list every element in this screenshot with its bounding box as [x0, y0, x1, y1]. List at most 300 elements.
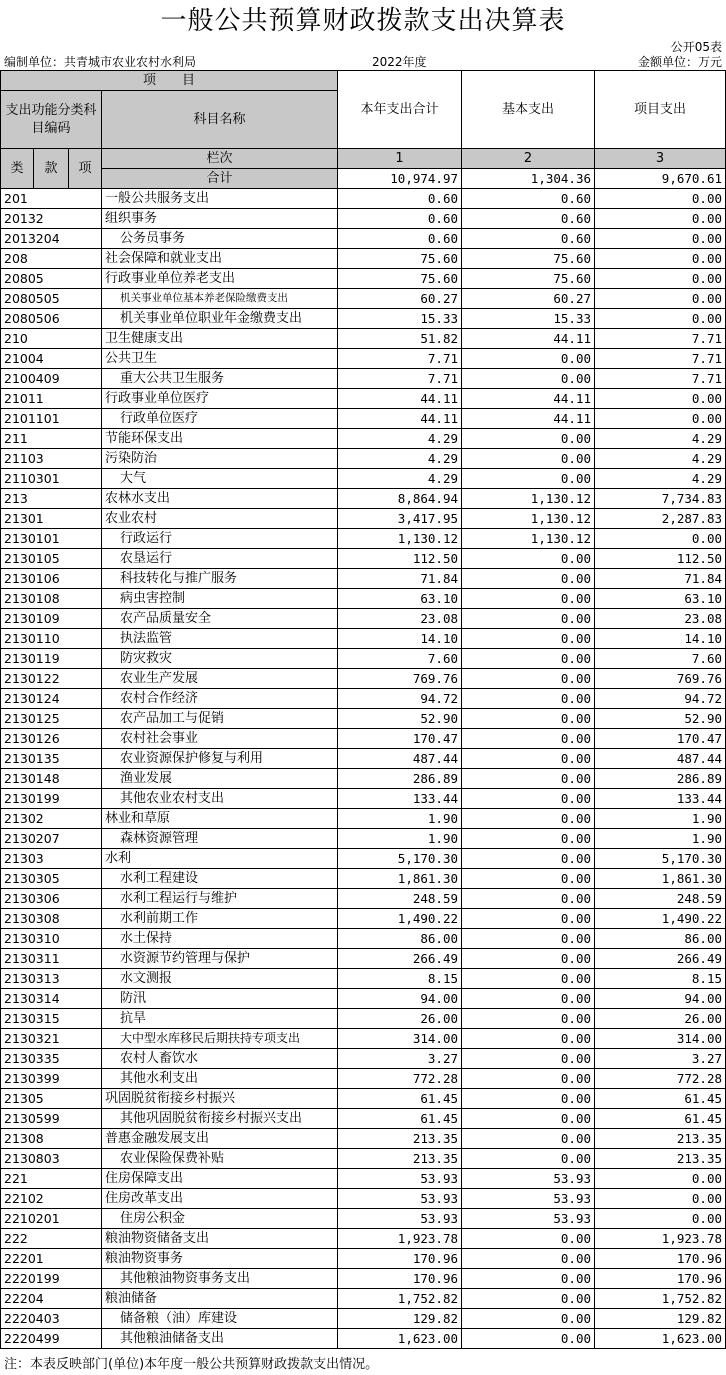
table-row	[1, 309, 726, 329]
subject-code: 22201	[1, 1249, 102, 1269]
basic-value: 0.00	[462, 809, 595, 829]
table-row	[1, 409, 726, 429]
total-label: 合计	[102, 169, 338, 189]
subject-name: 农林水支出	[102, 489, 338, 509]
subject-name: 公共卫生	[102, 349, 338, 369]
unit-label: 编制单位：共青城市农业农村水利局	[4, 55, 197, 69]
basic-value: 0.00	[462, 1029, 595, 1049]
table-row	[1, 529, 726, 549]
project-value: 4.29	[595, 449, 726, 469]
subject-code: 2210201	[1, 1209, 102, 1229]
project-value: 14.10	[595, 629, 726, 649]
total-value: 53.93	[338, 1189, 462, 1209]
project-value: 61.45	[595, 1109, 726, 1129]
basic-value: 53.93	[462, 1189, 595, 1209]
basic-value: 0.00	[462, 909, 595, 929]
subject-code: 21301	[1, 509, 102, 529]
project-value: 487.44	[595, 749, 726, 769]
basic-value: 53.93	[462, 1209, 595, 1229]
subject-code: 21302	[1, 809, 102, 829]
table-row	[1, 1149, 726, 1169]
total-value: 213.35	[338, 1149, 462, 1169]
total-value: 1,923.78	[338, 1229, 462, 1249]
project-value: 286.89	[595, 769, 726, 789]
subject-code: 21303	[1, 849, 102, 869]
table-row	[1, 789, 726, 809]
total-value: 8.15	[338, 969, 462, 989]
table-row	[1, 1209, 726, 1229]
basic-value: 0.00	[462, 429, 595, 449]
total-value: 4.29	[338, 449, 462, 469]
table-row	[1, 589, 726, 609]
header-total: 本年支出合计	[338, 71, 462, 149]
table-row	[1, 449, 726, 469]
header-func-code: 支出功能分类科目编码	[1, 91, 102, 149]
subject-code: 21308	[1, 1129, 102, 1149]
basic-value: 0.00	[462, 749, 595, 769]
basic-value: 0.00	[462, 689, 595, 709]
total-value: 4.29	[338, 429, 462, 449]
subject-name: 大中型水库移民后期扶持专项支出	[102, 1029, 338, 1049]
subject-name: 粮油物资储备支出	[102, 1229, 338, 1249]
project-value: 0.00	[595, 409, 726, 429]
basic-value: 0.60	[462, 229, 595, 249]
basic-value: 0.00	[462, 1049, 595, 1069]
subject-code: 201	[1, 189, 102, 209]
subject-code: 2130314	[1, 989, 102, 1009]
project-value: 2,287.83	[595, 509, 726, 529]
basic-value: 0.00	[462, 369, 595, 389]
basic-value: 0.00	[462, 1309, 595, 1329]
footnote: 注：本表反映部门(单位)本年度一般公共预算财政拨款支出情况。	[4, 1357, 379, 1372]
subject-name: 农业资源保护修复与利用	[102, 749, 338, 769]
total-value: 3.27	[338, 1049, 462, 1069]
table-row	[1, 329, 726, 349]
basic-value: 0.00	[462, 789, 595, 809]
basic-value: 1,130.12	[462, 529, 595, 549]
project-value: 129.82	[595, 1309, 726, 1329]
total-value: 60.27	[338, 289, 462, 309]
basic-value: 0.00	[462, 1089, 595, 1109]
subject-code: 210	[1, 329, 102, 349]
total-value: 9,670.61	[595, 169, 726, 189]
header-basic: 基本支出	[462, 71, 595, 149]
table-row	[1, 909, 726, 929]
subject-name: 住房公积金	[102, 1209, 338, 1229]
subject-code: 208	[1, 249, 102, 269]
subject-code: 2130207	[1, 829, 102, 849]
total-value: 10,974.97	[338, 169, 462, 189]
basic-value: 0.00	[462, 1229, 595, 1249]
basic-value: 0.00	[462, 709, 595, 729]
subject-name: 水文测报	[102, 969, 338, 989]
table-row	[1, 709, 726, 729]
basic-value: 0.00	[462, 889, 595, 909]
table-row	[1, 1309, 726, 1329]
project-value: 7.71	[595, 329, 726, 349]
basic-value: 75.60	[462, 269, 595, 289]
subject-code: 2130599	[1, 1109, 102, 1129]
project-value: 170.96	[595, 1269, 726, 1289]
total-value: 133.44	[338, 789, 462, 809]
project-value: 133.44	[595, 789, 726, 809]
subject-name: 巩固脱贫衔接乡村振兴	[102, 1089, 338, 1109]
subject-code: 2130105	[1, 549, 102, 569]
total-value: 769.76	[338, 669, 462, 689]
subject-name: 住房保障支出	[102, 1169, 338, 1189]
subject-name: 水土保持	[102, 929, 338, 949]
header-project: 项目支出	[595, 71, 726, 149]
basic-value: 0.00	[462, 449, 595, 469]
subject-code: 2130135	[1, 749, 102, 769]
project-value: 52.90	[595, 709, 726, 729]
total-value: 266.49	[338, 949, 462, 969]
project-value: 8.15	[595, 969, 726, 989]
total-value: 61.45	[338, 1089, 462, 1109]
subject-code: 2130308	[1, 909, 102, 929]
subject-name: 大气	[102, 469, 338, 489]
project-value: 4.29	[595, 469, 726, 489]
table-row	[1, 549, 726, 569]
total-value: 213.35	[338, 1129, 462, 1149]
total-value: 0.60	[338, 189, 462, 209]
table-row	[1, 969, 726, 989]
subject-name: 行政单位医疗	[102, 409, 338, 429]
subject-name: 行政运行	[102, 529, 338, 549]
basic-value: 0.00	[462, 729, 595, 749]
subject-code: 22102	[1, 1189, 102, 1209]
project-value: 0.00	[595, 309, 726, 329]
project-value: 213.35	[595, 1149, 726, 1169]
subject-name: 农村人畜饮水	[102, 1049, 338, 1069]
subject-name: 渔业发展	[102, 769, 338, 789]
budget-table	[0, 70, 726, 1349]
project-value: 0.00	[595, 189, 726, 209]
header-lei: 类	[1, 149, 34, 189]
basic-value: 0.00	[462, 1009, 595, 1029]
subject-name: 农村社会事业	[102, 729, 338, 749]
table-row	[1, 1129, 726, 1149]
total-value: 15.33	[338, 309, 462, 329]
project-value: 1,861.30	[595, 869, 726, 889]
project-value: 0.00	[595, 249, 726, 269]
table-row	[1, 729, 726, 749]
subject-code: 2130124	[1, 689, 102, 709]
project-value: 0.00	[595, 269, 726, 289]
subject-code: 21011	[1, 389, 102, 409]
basic-value: 60.27	[462, 289, 595, 309]
table-row	[1, 1029, 726, 1049]
table-row	[1, 1009, 726, 1029]
subject-name: 抗旱	[102, 1009, 338, 1029]
subject-name: 林业和草原	[102, 809, 338, 829]
project-value: 94.00	[595, 989, 726, 1009]
subject-name: 农业农村	[102, 509, 338, 529]
subject-code: 222	[1, 1229, 102, 1249]
project-value: 0.00	[595, 1169, 726, 1189]
subject-code: 2130315	[1, 1009, 102, 1029]
subject-code: 2220199	[1, 1269, 102, 1289]
table-row	[1, 229, 726, 249]
total-value: 1,752.82	[338, 1289, 462, 1309]
subject-name: 公务员事务	[102, 229, 338, 249]
total-value: 52.90	[338, 709, 462, 729]
total-value: 71.84	[338, 569, 462, 589]
subject-name: 节能环保支出	[102, 429, 338, 449]
col-number-2: 2	[462, 149, 595, 169]
subject-code: 2130335	[1, 1049, 102, 1069]
table-row	[1, 1289, 726, 1309]
basic-value: 0.00	[462, 829, 595, 849]
basic-value: 0.00	[462, 1269, 595, 1289]
table-row	[1, 569, 726, 589]
subject-name: 社会保障和就业支出	[102, 249, 338, 269]
project-value: 248.59	[595, 889, 726, 909]
table-row	[1, 389, 726, 409]
header-lanci: 栏次	[102, 149, 338, 169]
table-row	[1, 1189, 726, 1209]
project-value: 0.00	[595, 1189, 726, 1209]
subject-code: 213	[1, 489, 102, 509]
basic-value: 0.00	[462, 589, 595, 609]
table-row	[1, 889, 726, 909]
subject-code: 2130110	[1, 629, 102, 649]
total-value: 75.60	[338, 269, 462, 289]
amount-unit: 金额单位：万元	[637, 55, 722, 69]
project-value: 314.00	[595, 1029, 726, 1049]
basic-value: 0.60	[462, 209, 595, 229]
total-value: 1.90	[338, 829, 462, 849]
subject-name: 普惠金融发展支出	[102, 1129, 338, 1149]
basic-value: 0.00	[462, 469, 595, 489]
header-xiang: 项	[69, 149, 102, 189]
subject-name: 储备粮（油）库建设	[102, 1309, 338, 1329]
total-value: 53.93	[338, 1169, 462, 1189]
subject-code: 2130321	[1, 1029, 102, 1049]
header-subject-name: 科目名称	[102, 91, 338, 149]
subject-code: 2130199	[1, 789, 102, 809]
subject-name: 水利工程建设	[102, 869, 338, 889]
total-value: 75.60	[338, 249, 462, 269]
subject-name: 重大公共卫生服务	[102, 369, 338, 389]
basic-value: 0.00	[462, 989, 595, 1009]
subject-name: 病虫害控制	[102, 589, 338, 609]
table-row	[1, 1269, 726, 1289]
subject-code: 221	[1, 1169, 102, 1189]
subject-name: 污染防治	[102, 449, 338, 469]
total-value: 44.11	[338, 409, 462, 429]
table-row	[1, 249, 726, 269]
project-value: 0.00	[595, 289, 726, 309]
table-row	[1, 429, 726, 449]
subject-code: 20132	[1, 209, 102, 229]
subject-name: 水资源节约管理与保护	[102, 949, 338, 969]
project-value: 4.29	[595, 429, 726, 449]
subject-code: 2220403	[1, 1309, 102, 1329]
subject-code: 2130148	[1, 769, 102, 789]
subject-code: 2101101	[1, 409, 102, 429]
basic-value: 75.60	[462, 249, 595, 269]
project-value: 1,752.82	[595, 1289, 726, 1309]
table-row	[1, 289, 726, 309]
table-row	[1, 509, 726, 529]
year-label: 2022年度	[372, 55, 427, 69]
subject-code: 2130119	[1, 649, 102, 669]
subject-name: 科技转化与推广服务	[102, 569, 338, 589]
table-row	[1, 609, 726, 629]
subject-name: 其他巩固脱贫衔接乡村振兴支出	[102, 1109, 338, 1129]
project-value: 23.08	[595, 609, 726, 629]
form-number: 公开05表	[670, 40, 722, 54]
subject-code: 2013204	[1, 229, 102, 249]
subject-name: 其他水利支出	[102, 1069, 338, 1089]
basic-value: 44.11	[462, 389, 595, 409]
project-value: 7.71	[595, 349, 726, 369]
table-row	[1, 809, 726, 829]
project-value: 61.45	[595, 1089, 726, 1109]
basic-value: 1,130.12	[462, 489, 595, 509]
basic-value: 0.00	[462, 609, 595, 629]
total-value: 1,623.00	[338, 1329, 462, 1349]
basic-value: 53.93	[462, 1169, 595, 1189]
subject-name: 农产品加工与促销	[102, 709, 338, 729]
project-value: 86.00	[595, 929, 726, 949]
total-value: 5,170.30	[338, 849, 462, 869]
project-value: 94.72	[595, 689, 726, 709]
project-value: 63.10	[595, 589, 726, 609]
subject-code: 2130126	[1, 729, 102, 749]
table-row	[1, 209, 726, 229]
table-row	[1, 1109, 726, 1129]
basic-value: 0.00	[462, 769, 595, 789]
subject-code: 2130305	[1, 869, 102, 889]
subject-code: 2130399	[1, 1069, 102, 1089]
subject-code: 2220499	[1, 1329, 102, 1349]
table-row	[1, 649, 726, 669]
table-row	[1, 929, 726, 949]
total-value: 94.00	[338, 989, 462, 1009]
total-value: 314.00	[338, 1029, 462, 1049]
col-number-3: 3	[595, 149, 726, 169]
basic-value: 0.00	[462, 1149, 595, 1169]
basic-value: 0.00	[462, 1249, 595, 1269]
basic-value: 0.00	[462, 1129, 595, 1149]
project-value: 1,490.22	[595, 909, 726, 929]
subject-code: 2110301	[1, 469, 102, 489]
basic-value: 0.00	[462, 969, 595, 989]
total-value: 7.71	[338, 369, 462, 389]
project-value: 769.76	[595, 669, 726, 689]
subject-code: 21004	[1, 349, 102, 369]
table-row	[1, 769, 726, 789]
subject-name: 执法监管	[102, 629, 338, 649]
total-value: 286.89	[338, 769, 462, 789]
col-number-1: 1	[338, 149, 462, 169]
total-value: 129.82	[338, 1309, 462, 1329]
table-row	[1, 269, 726, 289]
subject-code: 2080505	[1, 289, 102, 309]
total-value: 51.82	[338, 329, 462, 349]
subject-code: 2080506	[1, 309, 102, 329]
table-row	[1, 669, 726, 689]
subject-code: 2130306	[1, 889, 102, 909]
table-row	[1, 869, 726, 889]
total-value: 7.71	[338, 349, 462, 369]
table-row	[1, 349, 726, 369]
basic-value: 0.00	[462, 949, 595, 969]
subject-name: 农村合作经济	[102, 689, 338, 709]
subject-code: 21103	[1, 449, 102, 469]
total-value: 487.44	[338, 749, 462, 769]
subject-name: 森林资源管理	[102, 829, 338, 849]
basic-value: 0.00	[462, 549, 595, 569]
project-value: 0.00	[595, 389, 726, 409]
subject-name: 农业保险保费补贴	[102, 1149, 338, 1169]
project-value: 1.90	[595, 809, 726, 829]
total-value: 1,490.22	[338, 909, 462, 929]
table-row	[1, 369, 726, 389]
subject-code: 2100409	[1, 369, 102, 389]
project-value: 213.35	[595, 1129, 726, 1149]
subject-name: 水利前期工作	[102, 909, 338, 929]
subject-code: 2130106	[1, 569, 102, 589]
total-value: 4.29	[338, 469, 462, 489]
total-value: 23.08	[338, 609, 462, 629]
total-value: 1,861.30	[338, 869, 462, 889]
project-value: 3.27	[595, 1049, 726, 1069]
subject-code: 2130108	[1, 589, 102, 609]
total-value: 94.72	[338, 689, 462, 709]
total-value: 8,864.94	[338, 489, 462, 509]
project-value: 1.90	[595, 829, 726, 849]
table-row	[1, 689, 726, 709]
basic-value: 0.00	[462, 1289, 595, 1309]
total-value: 61.45	[338, 1109, 462, 1129]
subject-code: 2130803	[1, 1149, 102, 1169]
total-value: 14.10	[338, 629, 462, 649]
project-value: 71.84	[595, 569, 726, 589]
total-value: 44.11	[338, 389, 462, 409]
subject-name: 防灾救灾	[102, 649, 338, 669]
subject-name: 住房改革支出	[102, 1189, 338, 1209]
basic-value: 0.00	[462, 869, 595, 889]
total-value: 7.60	[338, 649, 462, 669]
table-row	[1, 189, 726, 209]
total-value: 170.47	[338, 729, 462, 749]
project-value: 0.00	[595, 529, 726, 549]
header-item: 项 目	[1, 71, 338, 91]
total-value: 1.90	[338, 809, 462, 829]
project-value: 0.00	[595, 1209, 726, 1229]
basic-value: 0.00	[462, 569, 595, 589]
basic-value: 0.00	[462, 849, 595, 869]
project-value: 5,170.30	[595, 849, 726, 869]
subject-name: 其他粮油物资事务支出	[102, 1269, 338, 1289]
project-value: 1,923.78	[595, 1229, 726, 1249]
basic-value: 44.11	[462, 409, 595, 429]
table-row	[1, 1049, 726, 1069]
basic-value: 0.00	[462, 1069, 595, 1089]
page-title: 一般公共预算财政拨款支出决算表	[160, 6, 566, 36]
table-row	[1, 849, 726, 869]
subject-name: 机关事业单位职业年金缴费支出	[102, 309, 338, 329]
subject-name: 农产品质量安全	[102, 609, 338, 629]
project-value: 112.50	[595, 549, 726, 569]
subject-code: 211	[1, 429, 102, 449]
subject-name: 水利工程运行与维护	[102, 889, 338, 909]
subject-code: 2130311	[1, 949, 102, 969]
subject-code: 22204	[1, 1289, 102, 1309]
